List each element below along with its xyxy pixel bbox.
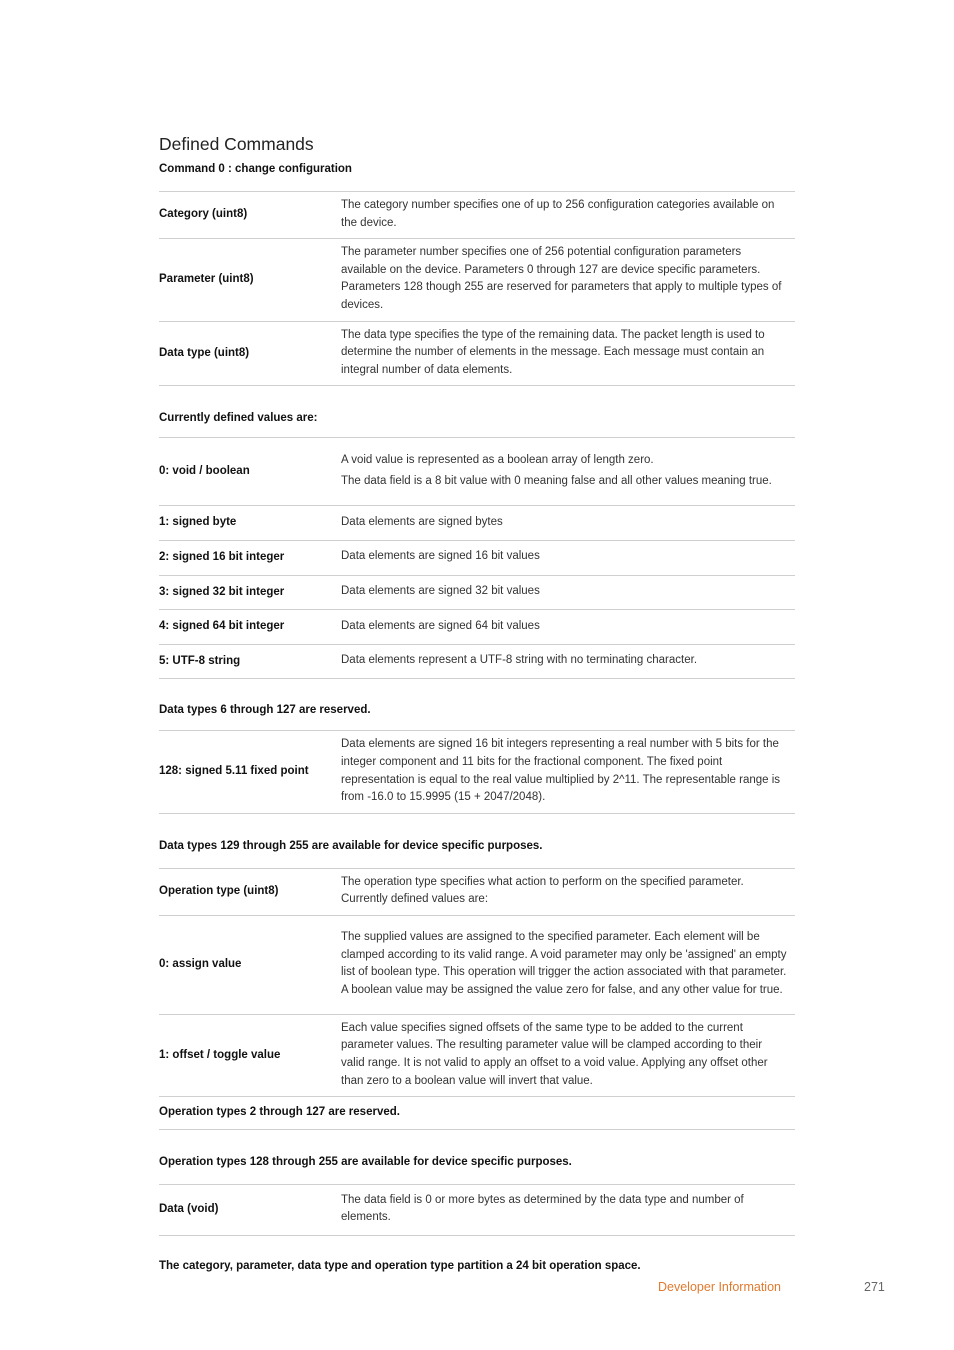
table-row <box>159 540 795 575</box>
table-row <box>159 868 795 915</box>
values-heading: Currently defined values are: <box>159 412 318 425</box>
value-description: Data elements are signed bytes <box>341 506 795 541</box>
value-name: 3: signed 32 bit integer <box>159 575 341 610</box>
value-description: Data elements are signed 16 bit integers representing a real number with 5 bits for the integer component and 11 bits for the fractional component. The fixed point representation is equal to the real value multiplied by 2^11. The representable range is from -16.0 to 15.9995 (15 + 2047/2048). <box>341 731 795 813</box>
table-row <box>159 731 795 813</box>
table-row <box>159 575 795 610</box>
operation-device-note: Operation types 128 through 255 are available for device specific purposes. <box>159 1155 572 1168</box>
table-row <box>159 506 795 541</box>
field-description: The data type specifies the type of the remaining data. The packet length is used to determine the number of elements in the message. Each message must contain an integral number of data elements. <box>341 321 795 386</box>
value-description: Data elements are signed 16 bit values <box>341 540 795 575</box>
field-description: The supplied values are assigned to the specified parameter. Each element will be clamped according to its valid range. A void parameter may only be 'assigned' an empty list of boolean type. This operation will trigger the action associated with that parameter. A boolean value may be assigned the value zero for false, and any other value for true. <box>341 915 795 1014</box>
value-description-line: A void value is represented as a boolean array of length zero. <box>341 453 654 466</box>
value-name: 2: signed 16 bit integer <box>159 540 341 575</box>
field-description: The data field is 0 or more bytes as determined by the data type and number of elements. <box>341 1184 795 1235</box>
table-row <box>159 1014 795 1096</box>
value-name: 0: void / boolean <box>159 438 341 506</box>
field-name: Parameter (uint8) <box>159 239 341 321</box>
field-name: Data (void) <box>159 1184 341 1235</box>
table-row <box>159 1184 795 1235</box>
table-row <box>159 644 795 679</box>
page-title: Defined Commands <box>159 134 314 154</box>
footer-section-label: Developer Information <box>658 1280 781 1294</box>
page-number: 271 <box>864 1280 885 1294</box>
field-name: Operation type (uint8) <box>159 868 341 915</box>
field-name: 0: assign value <box>159 915 341 1014</box>
data-table <box>159 1184 795 1236</box>
command-heading: Command 0 : change configuration <box>159 163 352 175</box>
value-name: 4: signed 64 bit integer <box>159 610 341 645</box>
field-description: The category number specifies one of up to 256 configuration categories available on the device. <box>341 192 795 239</box>
table-row <box>159 438 795 506</box>
fixed-point-table <box>159 730 795 813</box>
value-name: 5: UTF-8 string <box>159 644 341 679</box>
operation-table <box>159 868 795 1130</box>
field-name: Data type (uint8) <box>159 321 341 386</box>
final-note: The category, parameter, data type and operation type partition a 24 bit operation space. <box>159 1259 641 1272</box>
value-name: 128: signed 5.11 fixed point <box>159 731 341 813</box>
value-description: Data elements are signed 64 bit values <box>341 610 795 645</box>
value-description <box>341 438 795 506</box>
field-description: Each value specifies signed offsets of the same type to be added to the current parameter values. The resulting parameter value will be clamped according to their valid range. It is not valid to apply an offset to a void value. Applying any offset other than zero to a boolean value will invert that value. <box>341 1014 795 1096</box>
data-type-values-table <box>159 437 795 679</box>
value-name: 1: signed byte <box>159 506 341 541</box>
field-name: Category (uint8) <box>159 192 341 239</box>
table-row <box>159 915 795 1014</box>
command-fields-table <box>159 191 795 386</box>
operation-reserved-note: Operation types 2 through 127 are reserved. <box>159 1097 795 1130</box>
field-description: The parameter number specifies one of 256 potential configuration parameters available on the device. Parameters 0 through 127 are device specific parameters. Parameters 128 though 255 are reserved for parameters that apply to multiple types of devices. <box>341 239 795 321</box>
field-name: 1: offset / toggle value <box>159 1014 341 1096</box>
document-body <box>159 133 795 1273</box>
value-description: Data elements represent a UTF-8 string with no terminating character. <box>341 644 795 679</box>
device-specific-note: Data types 129 through 255 are available for device specific purposes. <box>159 839 543 852</box>
table-row <box>159 192 795 239</box>
value-description: Data elements are signed 32 bit values <box>341 575 795 610</box>
field-description: The operation type specifies what action to perform on the specified parameter. Currently defined values are: <box>341 868 795 915</box>
table-row <box>159 610 795 645</box>
table-row <box>159 321 795 386</box>
table-row <box>159 1097 795 1130</box>
table-row <box>159 239 795 321</box>
value-description-line: The data field is a 8 bit value with 0 meaning false and all other values meaning true. <box>341 475 772 488</box>
reserved-note: Data types 6 through 127 are reserved. <box>159 704 371 717</box>
